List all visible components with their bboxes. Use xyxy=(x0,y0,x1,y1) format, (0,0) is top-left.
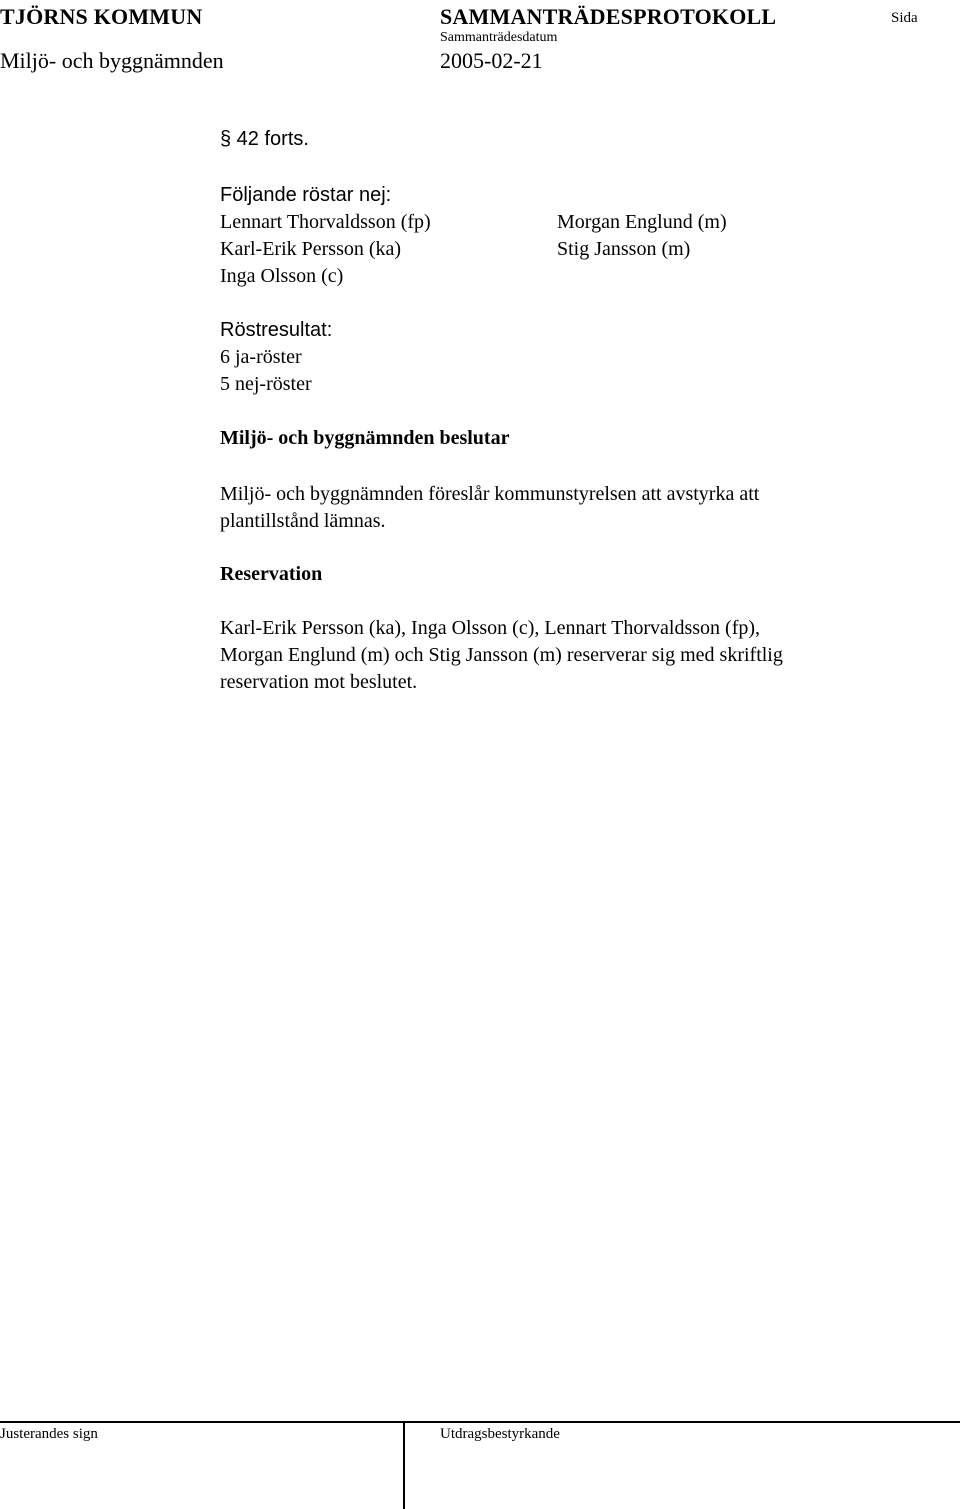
decision-heading: Miljö- och byggnämnden beslutar xyxy=(220,427,510,449)
vote-count-no: 5 nej-röster xyxy=(220,373,312,395)
voter-name: Inga Olsson (c) xyxy=(220,265,344,287)
vote-result-label: Röstresultat: xyxy=(220,319,333,341)
decision-line: plantillstånd lämnas. xyxy=(220,510,386,532)
organization-name: TJÖRNS KOMMUN xyxy=(0,4,203,29)
voter-name: Stig Jansson (m) xyxy=(557,238,691,260)
section-marker: § 42 forts. xyxy=(220,128,309,150)
vote-count-yes: 6 ja-röster xyxy=(220,346,302,368)
document-type: SAMMANTRÄDESPROTOKOLL xyxy=(440,4,777,29)
footer-column-divider xyxy=(403,1421,405,1509)
meeting-date-label: Sammanträdesdatum xyxy=(440,30,558,45)
voter-name: Morgan Englund (m) xyxy=(557,211,727,233)
reservation-line: Morgan Englund (m) och Stig Jansson (m) reserverar sig med skriftlig xyxy=(220,644,783,666)
footer-divider xyxy=(0,1421,960,1423)
vote-result-lines xyxy=(220,344,312,398)
reservation-text xyxy=(220,615,783,696)
page-label: Sida xyxy=(891,10,918,26)
reservation-heading: Reservation xyxy=(220,563,323,585)
extract-certification-label: Utdragsbestyrkande xyxy=(440,1426,560,1442)
reservation-line: reservation mot beslutet. xyxy=(220,671,418,693)
decision-line: Miljö- och byggnämnden föreslår kommunstyrelsen att avstyrka att xyxy=(220,483,760,505)
department-name: Miljö- och byggnämnden xyxy=(0,48,224,73)
meeting-date: 2005-02-21 xyxy=(440,48,543,73)
no-votes-label: Följande röstar nej: xyxy=(220,184,392,206)
voter-name: Lennart Thorvaldsson (fp) xyxy=(220,211,431,233)
reservation-line: Karl-Erik Persson (ka), Inga Olsson (c), Lennart Thorvaldsson (fp), xyxy=(220,617,761,639)
voter-name: Karl-Erik Persson (ka) xyxy=(220,238,402,260)
signature-label: Justerandes sign xyxy=(0,1426,98,1442)
no-votes-left-column xyxy=(220,209,431,290)
decision-text xyxy=(220,481,759,535)
no-votes-right-column xyxy=(557,209,727,263)
